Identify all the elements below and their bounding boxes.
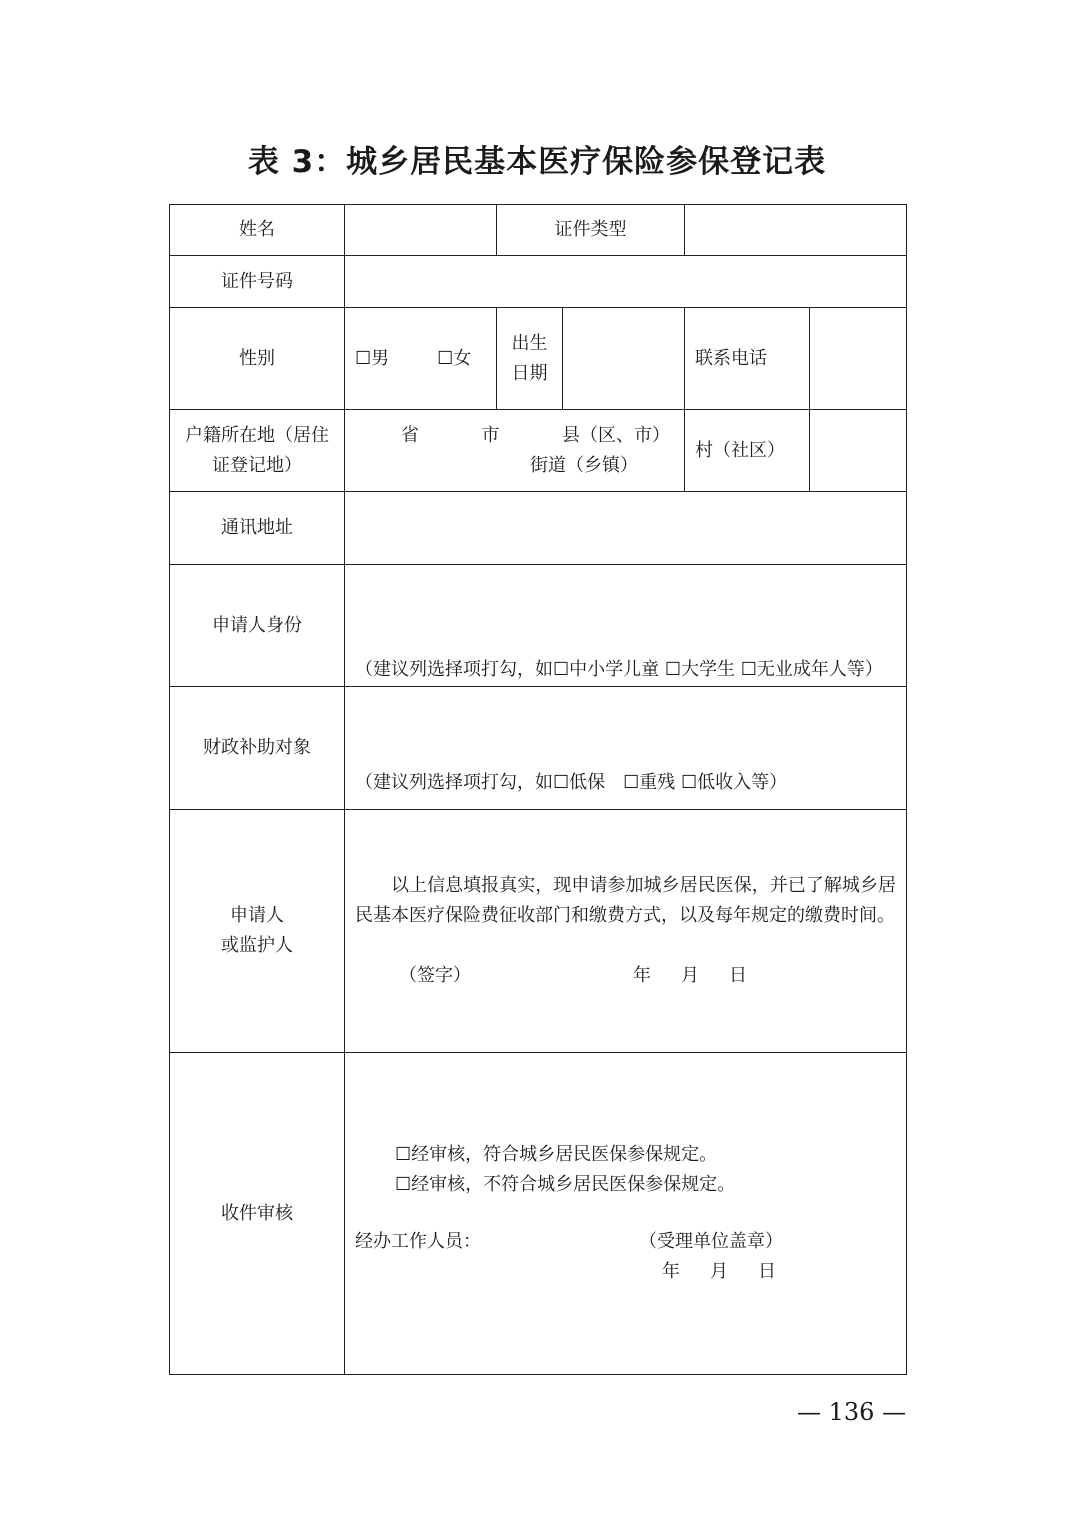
birth-label-line2: 日期 [511,362,548,384]
signature-year: 年 [633,965,651,986]
row-identity [170,565,907,687]
signature-day: 日 [729,965,747,986]
audit-day: 日 [758,1261,776,1282]
audit-year: 年 [662,1261,680,1282]
applicant-label-line1: 申请人 [230,905,284,926]
applicant-label [170,810,345,1053]
address-field[interactable] [345,492,907,565]
id-type-field[interactable] [685,205,907,256]
audit-month: 月 [710,1261,728,1282]
row-subsidy [170,687,907,810]
subsidy-note: （建议列选择项打勾，如☐低保 ☐重残 ☐低收入等） [355,772,788,793]
id-type-label: 证件类型 [497,205,685,256]
id-number-field[interactable] [345,256,907,308]
id-number-label: 证件号码 [170,256,345,308]
audit-date [355,1257,896,1287]
hukou-street: 街道（乡镇） [530,454,638,476]
audit-option-fail[interactable]: ☐经审核，不符合城乡居民医保参保规定。 [395,1174,736,1195]
gender-options [345,308,497,410]
row-audit [170,1053,907,1375]
stamp-label: （受理单位盖章） [639,1231,783,1252]
hukou-label-line2: 证登记地） [212,454,302,476]
audit-option-pass[interactable]: ☐经审核，符合城乡居民医保参保规定。 [395,1144,718,1165]
row-applicant [170,810,907,1053]
hukou-county: 县（区、市） [562,424,670,446]
row-gender [170,308,907,410]
gender-label: 性别 [170,308,345,410]
row-name [170,205,907,256]
hukou-address-field[interactable] [345,410,685,492]
hukou-province: 省 [401,424,419,446]
identity-note: （建议列选择项打勾，如☐中小学儿童 ☐大学生 ☐无业成年人等） [355,659,883,680]
page-title: 表 3：城乡居民基本医疗保险参保登记表 [247,144,827,180]
signature-line [355,961,896,991]
gender-male-checkbox[interactable]: ☐男 [355,347,390,369]
hukou-village-label: 村（社区） [685,410,810,492]
identity-field[interactable] [345,565,907,687]
hukou-label-line1: 户籍所在地（居住 [185,424,329,446]
phone-field[interactable] [810,308,907,410]
address-label: 通讯地址 [170,492,345,565]
hukou-line1 [345,421,684,451]
subsidy-label: 财政补助对象 [170,687,345,810]
handler-label: 经办工作人员： [355,1231,481,1252]
row-hukou [170,410,907,492]
name-field[interactable] [345,205,497,256]
row-address [170,492,907,565]
gender-female-checkbox[interactable]: ☐女 [437,347,472,369]
audit-label: 收件审核 [170,1053,345,1375]
applicant-label-line2: 或监护人 [221,935,293,956]
hukou-city: 市 [481,424,500,446]
birth-date-field[interactable] [563,308,685,410]
subsidy-field[interactable] [345,687,907,810]
hukou-label [170,410,345,492]
phone-label: 联系电话 [685,308,810,410]
name-label: 姓名 [170,205,345,256]
row-id-number [170,256,907,308]
audit-handler-line [355,1227,896,1257]
birth-label-line1: 出生 [511,332,548,354]
declaration-text: 以上信息填报真实，现申请参加城乡居民医保，并已了解城乡居民基本医疗保险费征收部门和缴费方式，以及每年规定的缴费时间。 [355,875,896,926]
signature-date [633,961,747,991]
declaration-cell [345,810,907,1053]
registration-form-table [169,204,907,1375]
page-number: — 136 — [797,1398,907,1426]
signature-month: 月 [681,965,699,986]
identity-label: 申请人身份 [170,565,345,687]
birth-label [497,308,563,410]
signature-label: （签字） [399,965,471,986]
hukou-village-field[interactable] [810,410,907,492]
audit-cell [345,1053,907,1375]
